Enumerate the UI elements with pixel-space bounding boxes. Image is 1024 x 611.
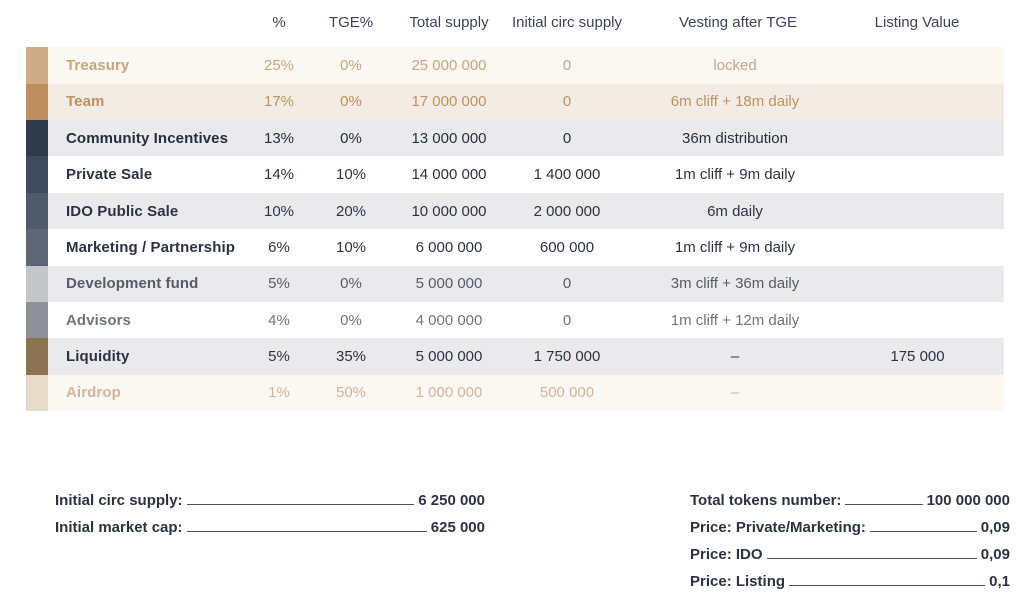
summary-value: 0,1 bbox=[989, 573, 1010, 590]
allocation-vesting: 6m daily bbox=[707, 202, 763, 220]
allocation-percent: 5% bbox=[268, 275, 290, 293]
allocation-vesting: – bbox=[730, 384, 740, 402]
legend-color-swatch bbox=[26, 375, 48, 411]
allocation-initial-circ: 500 000 bbox=[539, 384, 595, 402]
legend-color-swatch bbox=[26, 193, 48, 229]
column-header-initial-circ-supply: Initial circ supply bbox=[511, 14, 623, 31]
allocation-name: Team bbox=[66, 93, 105, 111]
legend-color-swatch bbox=[26, 156, 48, 192]
row-color-swatch-cell bbox=[26, 338, 48, 374]
allocation-tge-percent: 35% bbox=[335, 348, 367, 366]
allocation-initial-circ: 0 bbox=[562, 129, 572, 147]
allocation-percent: 10% bbox=[263, 202, 295, 220]
table-row bbox=[26, 84, 1004, 120]
row-color-swatch-cell bbox=[26, 47, 48, 83]
table-row bbox=[26, 193, 1004, 229]
allocation-vesting: 1m cliff + 9m daily bbox=[674, 238, 796, 256]
allocation-listing-value: 175 000 bbox=[890, 348, 945, 366]
allocation-name: Liquidity bbox=[66, 348, 130, 366]
legend-color-swatch bbox=[26, 338, 48, 374]
allocation-tge-percent: 0% bbox=[340, 93, 362, 111]
allocation-percent: 14% bbox=[263, 166, 295, 184]
column-header-listing-value: Listing Value bbox=[874, 14, 960, 31]
column-header-swatch bbox=[26, 14, 48, 47]
allocation-total-supply: 13 000 000 bbox=[411, 129, 487, 147]
summary-value: 625 000 bbox=[430, 519, 485, 536]
allocation-vesting: locked bbox=[713, 56, 757, 74]
table-header bbox=[26, 14, 1004, 47]
allocation-initial-circ: 2 000 000 bbox=[533, 202, 601, 220]
table-header-row bbox=[26, 14, 1004, 47]
row-color-swatch-cell bbox=[26, 302, 48, 338]
allocation-name: Marketing / Partnership bbox=[66, 238, 236, 256]
legend-color-swatch bbox=[26, 84, 48, 120]
leader-rule bbox=[789, 585, 985, 586]
summary-value: 0,09 bbox=[980, 519, 1010, 536]
allocation-tge-percent: 20% bbox=[335, 202, 367, 220]
allocation-total-supply: 5 000 000 bbox=[415, 275, 483, 293]
allocation-total-supply: 10 000 000 bbox=[411, 202, 487, 220]
table-body bbox=[26, 47, 1004, 411]
allocation-listing-value bbox=[844, 193, 1004, 229]
summary-row bbox=[690, 546, 1010, 573]
allocation-listing-value bbox=[844, 84, 1004, 120]
allocation-name: Development fund bbox=[66, 275, 199, 293]
allocation-initial-circ: 0 bbox=[562, 275, 572, 293]
summary-label: Price: IDO bbox=[690, 546, 763, 563]
allocation-vesting: 3m cliff + 36m daily bbox=[670, 275, 800, 293]
summary-value: 0,09 bbox=[980, 546, 1010, 563]
allocation-vesting: 6m cliff + 18m daily bbox=[670, 93, 800, 111]
legend-color-swatch bbox=[26, 266, 48, 302]
allocation-tge-percent: 50% bbox=[335, 384, 367, 402]
table-row bbox=[26, 156, 1004, 192]
allocation-initial-circ: 0 bbox=[562, 56, 572, 74]
tokenomics-table bbox=[26, 14, 1004, 411]
table-row bbox=[26, 338, 1004, 374]
allocation-vesting: 1m cliff + 12m daily bbox=[670, 311, 800, 329]
summary-row bbox=[55, 492, 485, 519]
allocation-vesting: 36m distribution bbox=[682, 129, 788, 147]
leader-rule bbox=[845, 504, 922, 505]
allocation-tge-percent: 0% bbox=[340, 56, 362, 74]
column-header-percent: % bbox=[272, 14, 286, 31]
allocation-vesting: – bbox=[730, 348, 740, 366]
table-row bbox=[26, 266, 1004, 302]
allocation-total-supply: 17 000 000 bbox=[411, 93, 487, 111]
allocation-percent: 25% bbox=[263, 56, 295, 74]
allocation-listing-value bbox=[844, 266, 1004, 302]
allocation-initial-circ: 0 bbox=[562, 93, 572, 111]
allocation-tge-percent: 10% bbox=[335, 166, 367, 184]
allocation-name: Airdrop bbox=[66, 384, 121, 402]
legend-color-swatch bbox=[26, 47, 48, 83]
summary-row bbox=[55, 519, 485, 546]
allocation-total-supply: 1 000 000 bbox=[415, 384, 483, 402]
allocation-total-supply: 5 000 000 bbox=[415, 348, 483, 366]
allocation-name: Community Incentives bbox=[66, 129, 229, 147]
summary-value: 6 250 000 bbox=[418, 492, 485, 509]
allocation-percent: 17% bbox=[263, 93, 295, 111]
allocation-total-supply: 14 000 000 bbox=[411, 166, 487, 184]
allocation-total-supply: 4 000 000 bbox=[415, 311, 483, 329]
leader-rule bbox=[187, 504, 415, 505]
allocation-percent: 4% bbox=[268, 311, 290, 329]
summary-label: Price: Private/Marketing: bbox=[690, 519, 866, 536]
summary-row bbox=[690, 519, 1010, 546]
summary-row bbox=[690, 492, 1010, 519]
legend-color-swatch bbox=[26, 229, 48, 265]
table-row bbox=[26, 302, 1004, 338]
table-row bbox=[26, 229, 1004, 265]
allocation-vesting: 1m cliff + 9m daily bbox=[674, 166, 796, 184]
allocation-total-supply: 6 000 000 bbox=[415, 238, 483, 256]
allocation-name: Private Sale bbox=[66, 166, 153, 184]
row-color-swatch-cell bbox=[26, 84, 48, 120]
allocation-initial-circ: 600 000 bbox=[539, 238, 595, 256]
allocation-percent: 5% bbox=[268, 348, 290, 366]
allocation-name: Treasury bbox=[66, 56, 130, 74]
summary-label: Total tokens number: bbox=[690, 492, 842, 509]
allocation-percent: 6% bbox=[268, 238, 290, 256]
row-color-swatch-cell bbox=[26, 375, 48, 411]
summary-label: Initial circ supply: bbox=[55, 492, 183, 509]
summary-value: 100 000 000 bbox=[926, 492, 1010, 509]
row-color-swatch-cell bbox=[26, 120, 48, 156]
allocation-name: IDO Public Sale bbox=[66, 202, 179, 220]
row-color-swatch-cell bbox=[26, 156, 48, 192]
allocation-initial-circ: 0 bbox=[562, 311, 572, 329]
column-header-name bbox=[48, 14, 246, 47]
summary-left bbox=[55, 492, 485, 546]
allocation-tge-percent: 0% bbox=[340, 129, 362, 147]
table-row bbox=[26, 47, 1004, 83]
summary-label: Price: Listing bbox=[690, 573, 786, 590]
leader-rule bbox=[870, 531, 977, 532]
allocation-listing-value bbox=[844, 120, 1004, 156]
column-header-tge-percent: TGE% bbox=[328, 14, 374, 31]
allocation-listing-value bbox=[844, 156, 1004, 192]
row-color-swatch-cell bbox=[26, 266, 48, 302]
allocation-initial-circ: 1 400 000 bbox=[533, 166, 601, 184]
allocation-listing-value bbox=[844, 302, 1004, 338]
allocation-total-supply: 25 000 000 bbox=[411, 56, 487, 74]
row-color-swatch-cell bbox=[26, 229, 48, 265]
column-header-total-supply: Total supply bbox=[409, 14, 489, 31]
allocation-name: Advisors bbox=[66, 311, 131, 329]
column-header-vesting-after-tge: Vesting after TGE bbox=[678, 14, 798, 31]
allocation-listing-value bbox=[844, 229, 1004, 265]
legend-color-swatch bbox=[26, 302, 48, 338]
allocation-tge-percent: 10% bbox=[335, 238, 367, 256]
allocation-listing-value bbox=[844, 47, 1004, 83]
allocation-initial-circ: 1 750 000 bbox=[533, 348, 601, 366]
legend-color-swatch bbox=[26, 120, 48, 156]
summary-right bbox=[690, 492, 1010, 600]
allocation-listing-value bbox=[844, 375, 1004, 411]
row-color-swatch-cell bbox=[26, 193, 48, 229]
table-row bbox=[26, 120, 1004, 156]
leader-rule bbox=[187, 531, 427, 532]
leader-rule bbox=[767, 558, 977, 559]
allocation-percent: 1% bbox=[268, 384, 290, 402]
allocation-tge-percent: 0% bbox=[340, 311, 362, 329]
allocation-percent: 13% bbox=[263, 129, 295, 147]
summary-label: Initial market cap: bbox=[55, 519, 183, 536]
summary-row bbox=[690, 573, 1010, 600]
table-row bbox=[26, 375, 1004, 411]
allocation-tge-percent: 0% bbox=[340, 275, 362, 293]
